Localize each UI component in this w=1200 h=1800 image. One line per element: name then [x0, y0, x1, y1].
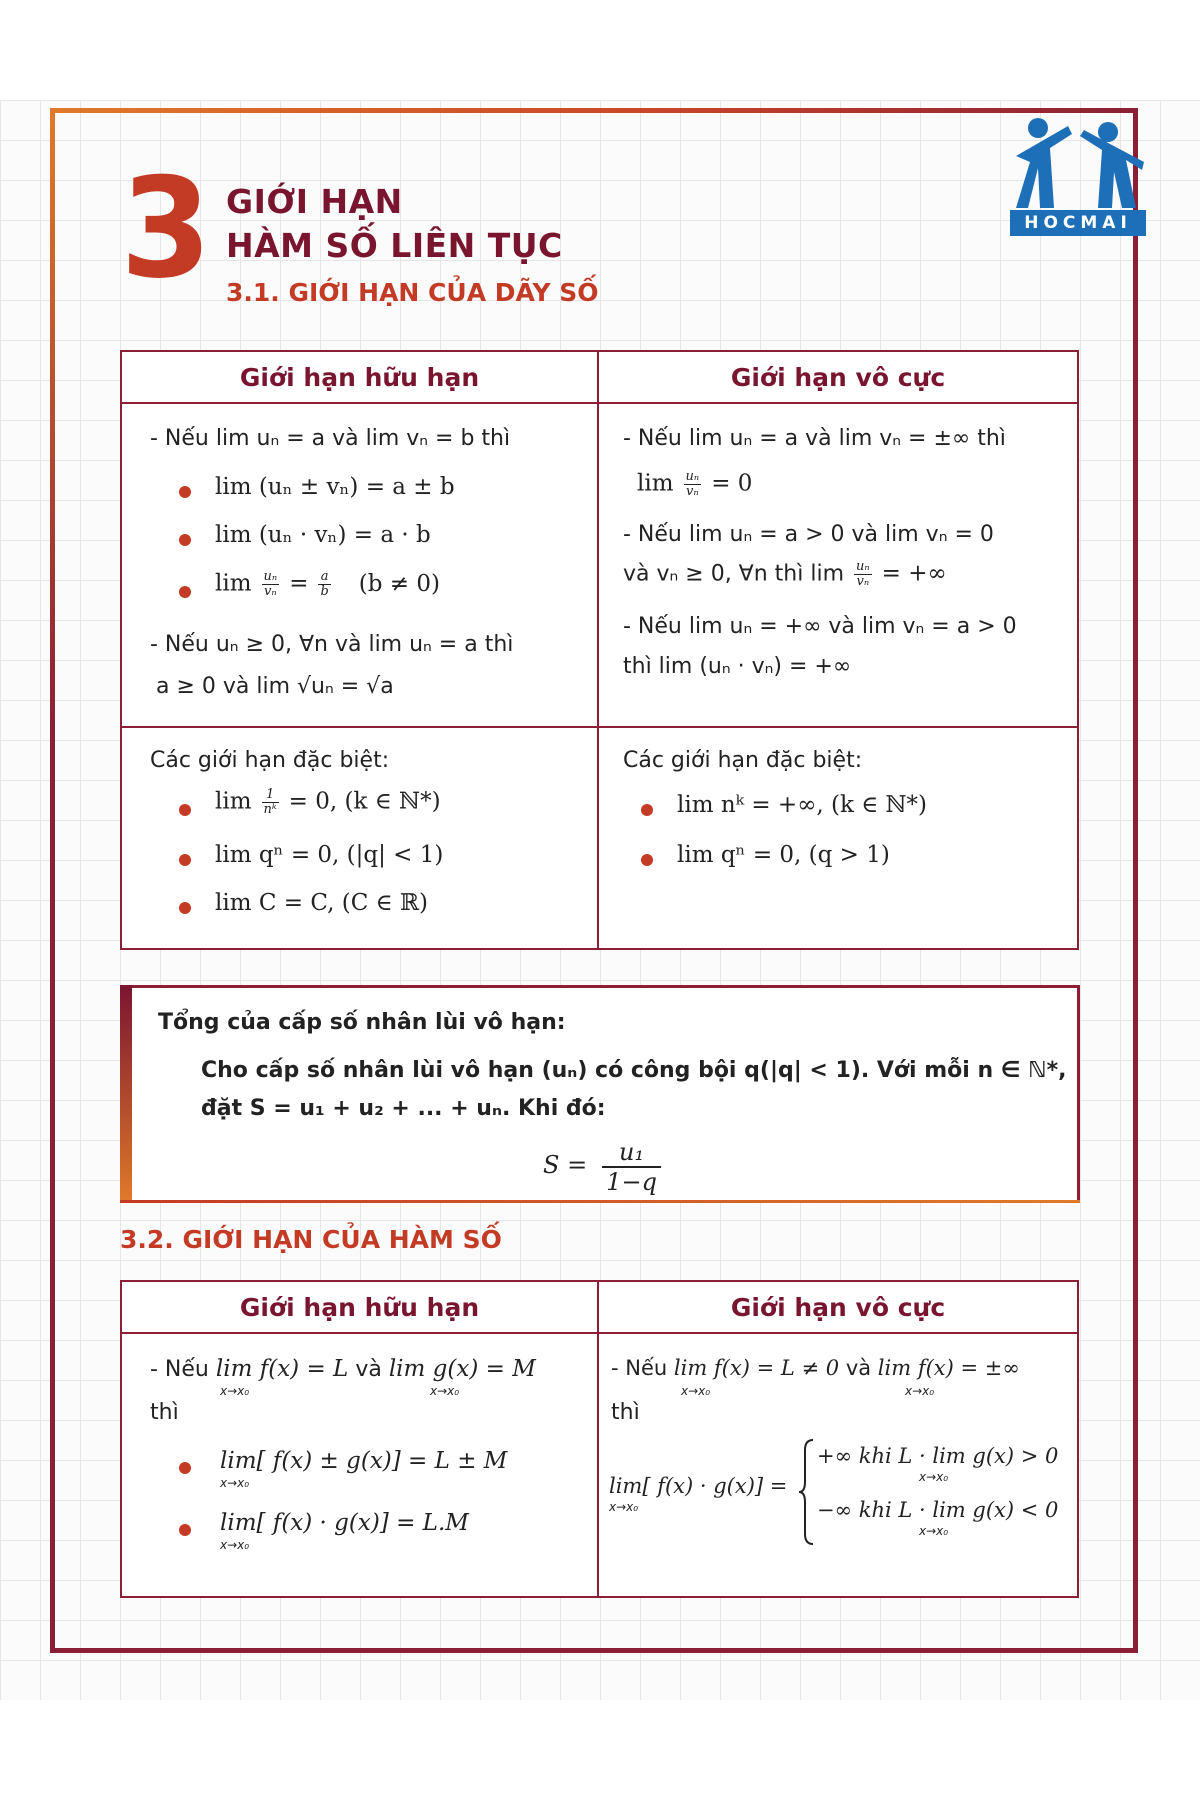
func-infinite-sub-f: x→x₀ [681, 1384, 711, 1398]
two-people-icon [1010, 110, 1146, 210]
seq-special-finite-item2: lim qⁿ = 0, (|q| < 1) [215, 842, 444, 868]
logo-text: HOCMAI [1010, 210, 1146, 236]
seq-special-infinite-cell [599, 728, 1077, 948]
func-infinite-sub-case1: x→x₀ [919, 1470, 949, 1484]
geometric-series-line2: đặt S = u₁ + u₂ + ... + uₙ. Khi đó: [201, 1096, 606, 1121]
seq-infinite-line6: thì lim (uₙ · vₙ) = +∞ [623, 654, 852, 679]
seq-infinite-line4: và vₙ ≥ 0, ∀n thì lim $\frac{\text{uₙ}}{\text{vₙ}}$ = +∞ [623, 559, 947, 589]
func-finite-then: thì [150, 1400, 179, 1425]
bullet-icon [179, 854, 191, 866]
func-header-infinite: Giới hạn vô cực [598, 1281, 1078, 1333]
func-finite-rule-product: lim[ f(x) · g(x)] = L.M [220, 1510, 469, 1536]
chapter-title-line2: HÀM SỐ LIÊN TỤC [226, 226, 563, 265]
seq-finite-sqrt-line1: - Nếu uₙ ≥ 0, ∀n và lim uₙ = a thì [150, 632, 514, 657]
geometric-series-box [120, 985, 1080, 1203]
seq-finite-rule-quotient: lim $\frac{\text{uₙ}}{\text{vₙ}}$ = $\frac{a}{b}$ (b ≠ 0) [215, 569, 440, 599]
bullet-icon [179, 902, 191, 914]
func-infinite-sub-lhs: x→x₀ [609, 1500, 639, 1514]
seq-infinite-line1: - Nếu lim uₙ = a và lim vₙ = ±∞ thì [623, 426, 1006, 451]
seq-special-infinite-label: Các giới hạn đặc biệt: [623, 748, 863, 773]
seq-header-infinite: Giới hạn vô cực [598, 351, 1078, 403]
func-infinite-cell [599, 1334, 1077, 1596]
function-limits-table [120, 1280, 1079, 1598]
seq-special-infinite-item1: lim nᵏ = +∞, (k ∈ ℕ*) [677, 792, 928, 818]
seq-infinite-line3: - Nếu lim uₙ = a > 0 và lim vₙ = 0 [623, 522, 994, 547]
seq-infinite-line2: lim $\frac{\text{uₙ}}{\text{vₙ}}$ = 0 [637, 469, 753, 499]
section-heading-function: 3.2. GIỚI HẠN CỦA HÀM SỐ [120, 1225, 502, 1254]
hocmai-logo [1010, 110, 1146, 240]
seq-finite-cell [122, 404, 597, 726]
seq-finite-intro: - Nếu lim uₙ = a và lim vₙ = b thì [150, 426, 511, 451]
bullet-icon [179, 1462, 191, 1474]
func-infinite-lhs: lim[ f(x) · g(x)] = [609, 1474, 788, 1498]
seq-special-finite-cell [122, 728, 597, 948]
geometric-series-title: Tổng của cấp số nhân lùi vô hạn: [158, 1010, 566, 1035]
bullet-icon [641, 854, 653, 866]
section-heading-sequence: 3.1. GIỚI HẠN CỦA DÃY SỐ [226, 278, 599, 307]
func-infinite-case-positive: +∞ khi L · lim g(x) > 0 [817, 1444, 1059, 1468]
func-infinite-sub-g: x→x₀ [905, 1384, 935, 1398]
func-header-finite: Giới hạn hữu hạn [121, 1281, 598, 1333]
geometric-series-line1: Cho cấp số nhân lùi vô hạn (uₙ) có công bội q(|q| < 1). Với mỗi n ∈ ℕ*, [201, 1058, 1067, 1083]
func-finite-sub-g: x→x₀ [430, 1384, 460, 1398]
seq-infinite-line5: - Nếu lim uₙ = +∞ và lim vₙ = a > 0 [623, 614, 1017, 639]
bullet-icon [179, 804, 191, 816]
func-finite-cell [122, 1334, 597, 1596]
seq-finite-rule-sum: lim (uₙ ± vₙ) = a ± b [215, 474, 455, 500]
func-infinite-sub-case2: x→x₀ [919, 1524, 949, 1538]
func-infinite-intro: - Nếu lim f(x) = L ≠ 0 và lim f(x) = ±∞ [611, 1356, 1020, 1380]
func-finite-sub-rule1: x→x₀ [220, 1476, 250, 1490]
seq-special-infinite-item2: lim qⁿ = 0, (q > 1) [677, 842, 890, 868]
frame-top-gradient [50, 108, 1138, 113]
chapter-title-line1: GIỚI HẠN [226, 182, 403, 221]
func-infinite-case-negative: −∞ khi L · lim g(x) < 0 [817, 1498, 1059, 1522]
box-accent-bar [120, 985, 132, 1203]
seq-special-finite-item3: lim C = C, (C ∈ ℝ) [215, 890, 429, 916]
geometric-series-formula: S = $\frac{\text{u₁}}{1-q}$ [543, 1138, 661, 1196]
bullet-icon [179, 534, 191, 546]
box-bottom-accent [120, 1200, 1080, 1203]
func-finite-sub-f: x→x₀ [220, 1384, 250, 1398]
bullet-icon [179, 586, 191, 598]
bullet-icon [179, 1524, 191, 1536]
func-finite-rule-sum: lim[ f(x) ± g(x)] = L ± M [220, 1448, 508, 1474]
seq-header-finite: Giới hạn hữu hạn [121, 351, 598, 403]
seq-finite-rule-product: lim (uₙ · vₙ) = a · b [215, 522, 431, 548]
chapter-number: 3 [120, 148, 212, 309]
func-finite-sub-rule2: x→x₀ [220, 1538, 250, 1552]
bullet-icon [179, 486, 191, 498]
func-infinite-then: thì [611, 1400, 640, 1425]
sequence-limits-table [120, 350, 1079, 950]
brace-icon [797, 1438, 815, 1546]
frame-left-gradient [50, 108, 55, 728]
seq-special-finite-item1: lim $\frac{1}{\text{nᵏ}}$ = 0, (k ∈ ℕ*) [215, 787, 441, 817]
seq-finite-sqrt-line2: a ≥ 0 và lim √uₙ = √a [156, 674, 394, 699]
seq-special-finite-label: Các giới hạn đặc biệt: [150, 748, 390, 773]
seq-infinite-cell [599, 404, 1077, 726]
func-finite-intro: - Nếu lim f(x) = L và lim g(x) = M [150, 1356, 536, 1382]
bullet-icon [641, 804, 653, 816]
